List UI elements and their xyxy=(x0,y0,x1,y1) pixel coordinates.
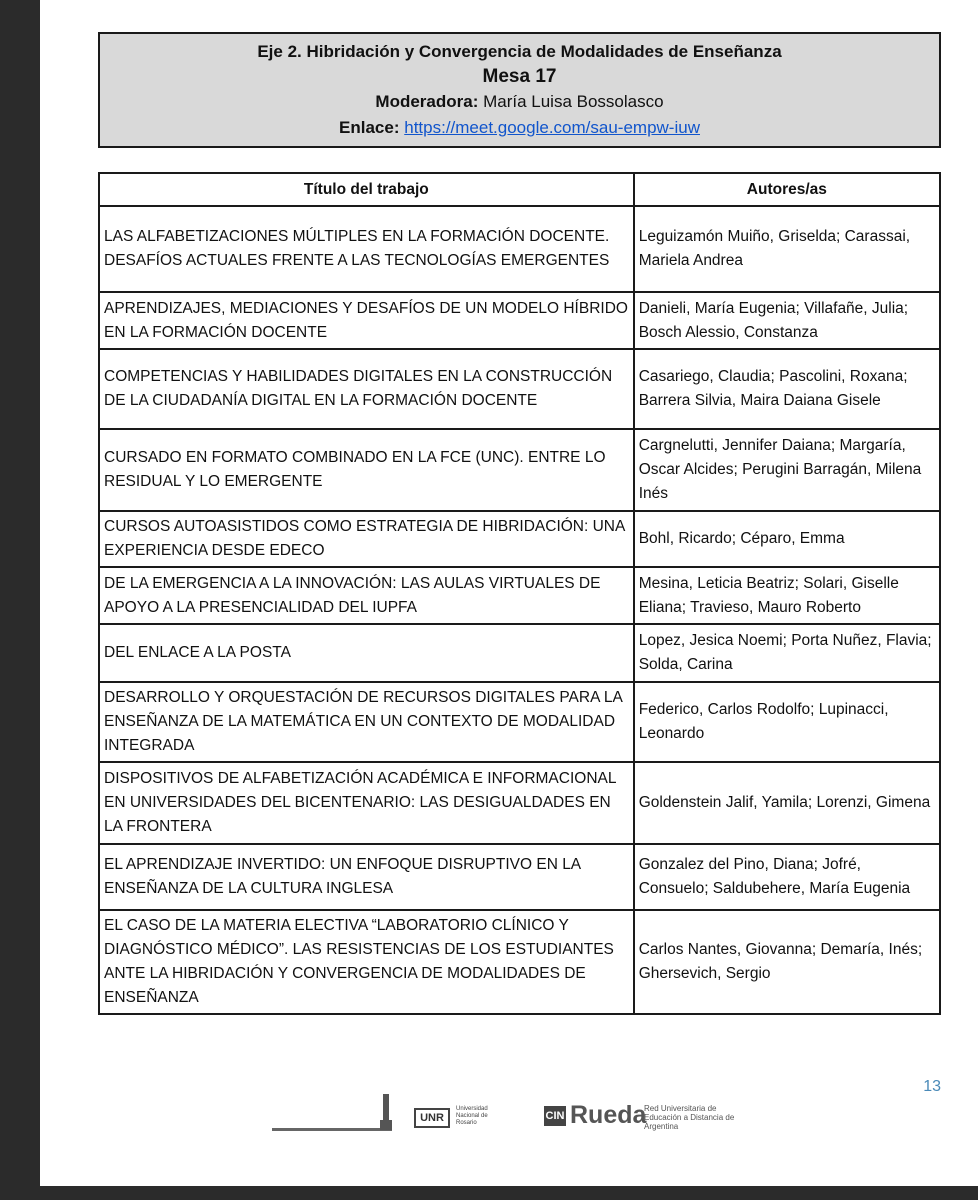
paper-title: CURSADO EN FORMATO COMBINADO EN LA FCE (UNC). ENTRE LO RESIDUAL Y LO EMERGENTE xyxy=(99,429,634,511)
table-header-row xyxy=(99,173,940,206)
paper-authors: Federico, Carlos Rodolfo; Lupinacci, Leonardo xyxy=(634,682,940,762)
paper-authors: Gonzalez del Pino, Diana; Jofré, Consuelo; Saldubehere, María Eugenia xyxy=(634,844,940,910)
table-row xyxy=(99,567,940,624)
enlace-label: Enlace: xyxy=(339,118,400,137)
paper-title: EL APRENDIZAJE INVERTIDO: UN ENFOQUE DISRUPTIVO EN LA ENSEÑANZA DE LA CULTURA INGLESA xyxy=(99,844,634,910)
header-titulo: Título del trabajo xyxy=(99,173,634,206)
paper-authors: Mesina, Leticia Beatriz; Solari, Giselle Eliana; Travieso, Mauro Roberto xyxy=(634,567,940,624)
page-number: 13 xyxy=(923,1078,941,1095)
footer-rule xyxy=(272,1128,392,1131)
table-row xyxy=(99,429,940,511)
table-row xyxy=(99,292,940,349)
header-autores: Autores/as xyxy=(634,173,940,206)
table-row xyxy=(99,682,940,762)
moderadora-line xyxy=(100,89,939,115)
paper-title: DESARROLLO Y ORQUESTACIÓN DE RECURSOS DIGITALES PARA LA ENSEÑANZA DE LA MATEMÁTICA EN UN CONTEXTO DE MODALIDAD INTEGRADA xyxy=(99,682,634,762)
paper-title: EL CASO DE LA MATERIA ELECTIVA “LABORATORIO CLÍNICO Y DIAGNÓSTICO MÉDICO”. LAS RESISTENCIAS DE LOS ESTUDIANTES ANTE LA HIBRIDACIÓN Y CONVERGENCIA DE MODALIDADES DE ENSEÑANZA xyxy=(99,910,634,1014)
papers-table xyxy=(98,172,941,1015)
table-row xyxy=(99,762,940,844)
table-row xyxy=(99,206,940,292)
table-row xyxy=(99,624,940,682)
rueda-logo: Rueda xyxy=(570,1101,647,1129)
eje-title: Eje 2. Hibridación y Convergencia de Modalidades de Enseñanza xyxy=(257,42,782,61)
table-row xyxy=(99,910,940,1014)
paper-title: COMPETENCIAS Y HABILIDADES DIGITALES EN LA CONSTRUCCIÓN DE LA CIUDADANÍA DIGITAL EN LA FORMACIÓN DOCENTE xyxy=(99,349,634,429)
enlace-line xyxy=(100,115,939,141)
paper-title: APRENDIZAJES, MEDIACIONES Y DESAFÍOS DE UN MODELO HÍBRIDO EN LA FORMACIÓN DOCENTE xyxy=(99,292,634,349)
monument-icon xyxy=(379,1094,393,1130)
paper-authors: Carlos Nantes, Giovanna; Demaría, Inés; Ghersevich, Sergio xyxy=(634,910,940,1014)
moderadora-label: Moderadora: xyxy=(375,92,479,111)
paper-authors: Danieli, María Eugenia; Villafañe, Julia; Bosch Alessio, Constanza xyxy=(634,292,940,349)
footer-logos xyxy=(272,1094,735,1136)
unr-logo-text: Universidad Nacional de Rosario xyxy=(456,1106,488,1126)
paper-authors: Goldenstein Jalif, Yamila; Lorenzi, Gimena xyxy=(634,762,940,844)
paper-title: LAS ALFABETIZACIONES MÚLTIPLES EN LA FORMACIÓN DOCENTE. DESAFÍOS ACTUALES FRENTE A LAS TECNOLOGÍAS EMERGENTES xyxy=(99,206,634,292)
rueda-logo-text: Red Universitaria de Educación a Distancia de Argentina xyxy=(644,1104,735,1131)
paper-title: CURSOS AUTOASISTIDOS COMO ESTRATEGIA DE HIBRIDACIÓN: UNA EXPERIENCIA DESDE EDECO xyxy=(99,511,634,567)
paper-title: DEL ENLACE A LA POSTA xyxy=(99,624,634,682)
paper-authors: Lopez, Jesica Noemi; Porta Nuñez, Flavia; Solda, Carina xyxy=(634,624,940,682)
paper-title: DISPOSITIVOS DE ALFABETIZACIÓN ACADÉMICA E INFORMACIONAL EN UNIVERSIDADES DEL BICENTENARIO: LAS DESIGUALDADES EN LA FRONTERA xyxy=(99,762,634,844)
paper-title: DE LA EMERGENCIA A LA INNOVACIÓN: LAS AULAS VIRTUALES DE APOYO A LA PRESENCIALIDAD DEL IUPFA xyxy=(99,567,634,624)
cin-logo: CIN xyxy=(544,1106,566,1126)
paper-authors: Casariego, Claudia; Pascolini, Roxana; Barrera Silvia, Maira Daiana Gisele xyxy=(634,349,940,429)
meet-link[interactable]: https://meet.google.com/sau-empw-iuw xyxy=(404,118,700,137)
paper-authors: Leguizamón Muiño, Griselda; Carassai, Mariela Andrea xyxy=(634,206,940,292)
paper-authors: Bohl, Ricardo; Céparo, Emma xyxy=(634,511,940,567)
document-page xyxy=(40,0,978,1186)
table-row xyxy=(99,349,940,429)
paper-authors: Cargnelutti, Jennifer Daiana; Margaría, Oscar Alcides; Perugini Barragán, Milena Inés xyxy=(634,429,940,511)
mesa-title: Mesa 17 xyxy=(482,66,557,87)
table-row xyxy=(99,511,940,567)
unr-logo: UNR xyxy=(414,1108,450,1128)
moderadora-name: María Luisa Bossolasco xyxy=(478,92,664,111)
session-header xyxy=(98,32,941,148)
table-row xyxy=(99,844,940,910)
